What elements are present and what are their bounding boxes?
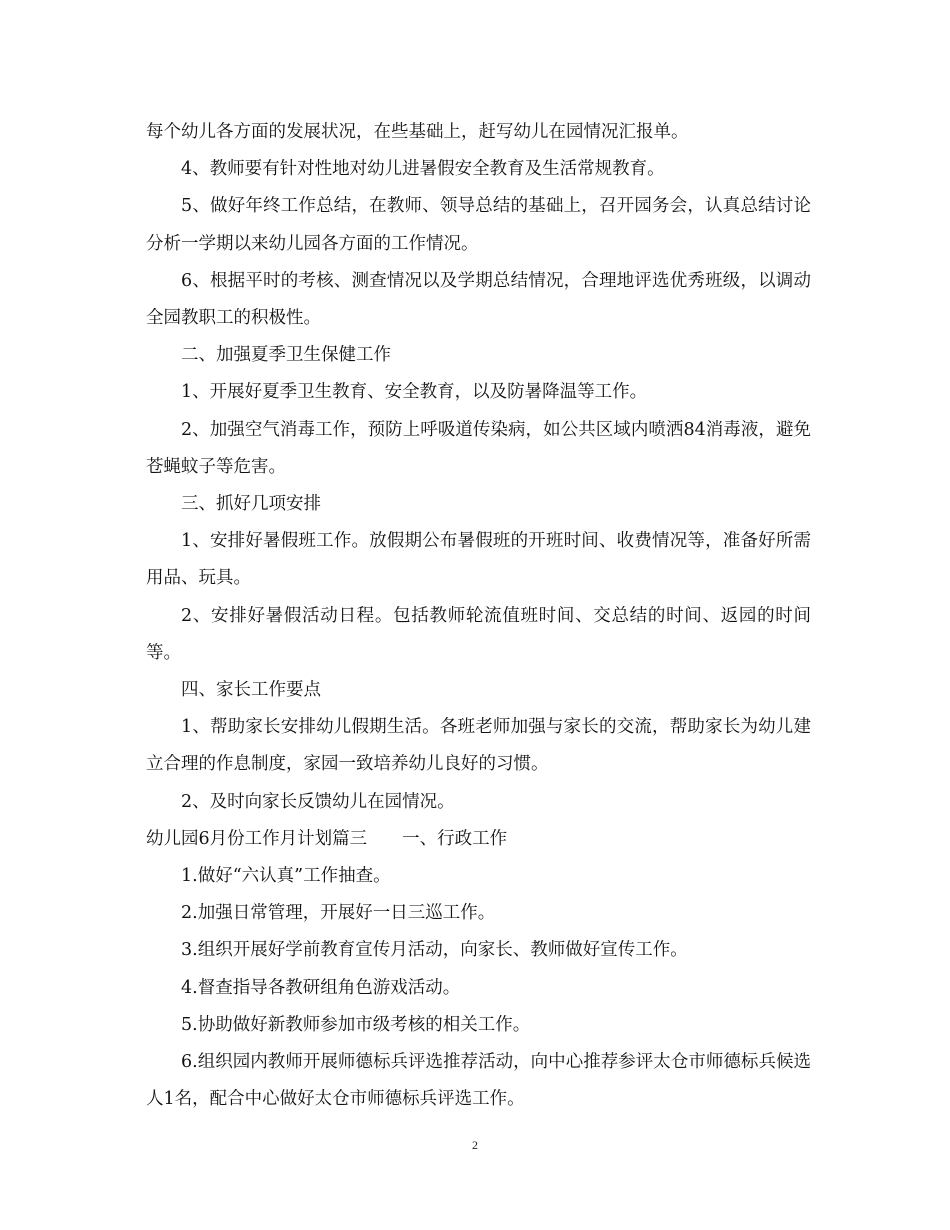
paragraph: 1、安排好暑假班工作。放假期公布暑假班的开班时间、收费情况等，准备好所需用品、玩具。 — [146, 531, 811, 589]
section-heading: 四、家长工作要点 — [181, 680, 321, 701]
section-heading: 二、加强夏季卫生保健工作 — [181, 345, 391, 366]
article-title-line: 幼儿园6月份工作月计划篇三 一、行政工作 — [146, 828, 508, 849]
paragraph: 5、做好年终工作总结，在教师、领导总结的基础上，召开园务会，认真总结讨论分析一学期以来幼儿园各方面的工作情况。 — [146, 196, 811, 254]
paragraph: 6.组织园内教师开展师德标兵评选推荐活动，向中心推荐参评太仓市师德标兵候选人1名，配合中心做好太仓市师德标兵评选工作。 — [146, 1052, 811, 1110]
paragraph: 2、安排好暑假活动日程。包括教师轮流值班时间、交总结的时间、返园的时间等。 — [146, 605, 811, 663]
section-heading: 三、抓好几项安排 — [181, 494, 321, 515]
paragraph: 1、帮助家长安排幼儿假期生活。各班老师加强与家长的交流，帮助家长为幼儿建立合理的作息制度，家园一致培养幼儿良好的习惯。 — [146, 717, 811, 775]
paragraph: 每个幼儿各方面的发展状况，在些基础上，赶写幼儿在园情况汇报单。 — [146, 122, 689, 142]
page-number: 2 — [472, 1138, 478, 1152]
paragraph: 2.加强日常管理，开展好一日三巡工作。 — [181, 903, 496, 924]
paragraph: 5.协助做好新教师参加市级考核的相关工作。 — [181, 1014, 531, 1035]
paragraph: 2、及时向家长反馈幼儿在园情况。 — [181, 791, 455, 812]
paragraph: 1.做好“六认真”工作抽查。 — [181, 866, 391, 887]
paragraph: 4、教师要有针对性地对幼儿进暑假安全教育及生活常规教育。 — [181, 159, 665, 180]
document-body — [146, 114, 811, 1118]
paragraph: 2、加强空气消毒工作，预防上呼吸道传染病，如公共区域内喷洒84消毒液，避免苍蝇蚊子等危害。 — [146, 419, 811, 477]
paragraph: 1、开展好夏季卫生教育、安全教育，以及防暑降温等工作。 — [181, 382, 648, 403]
paragraph: 6、根据平时的考核、测查情况以及学期总结情况，合理地评选优秀班级，以调动全园教职工的积极性。 — [146, 270, 811, 329]
paragraph: 3.组织开展好学前教育宣传月活动，向家长、教师做好宣传工作。 — [181, 940, 688, 961]
paragraph: 4.督查指导各教研组角色游戏活动。 — [181, 977, 461, 998]
